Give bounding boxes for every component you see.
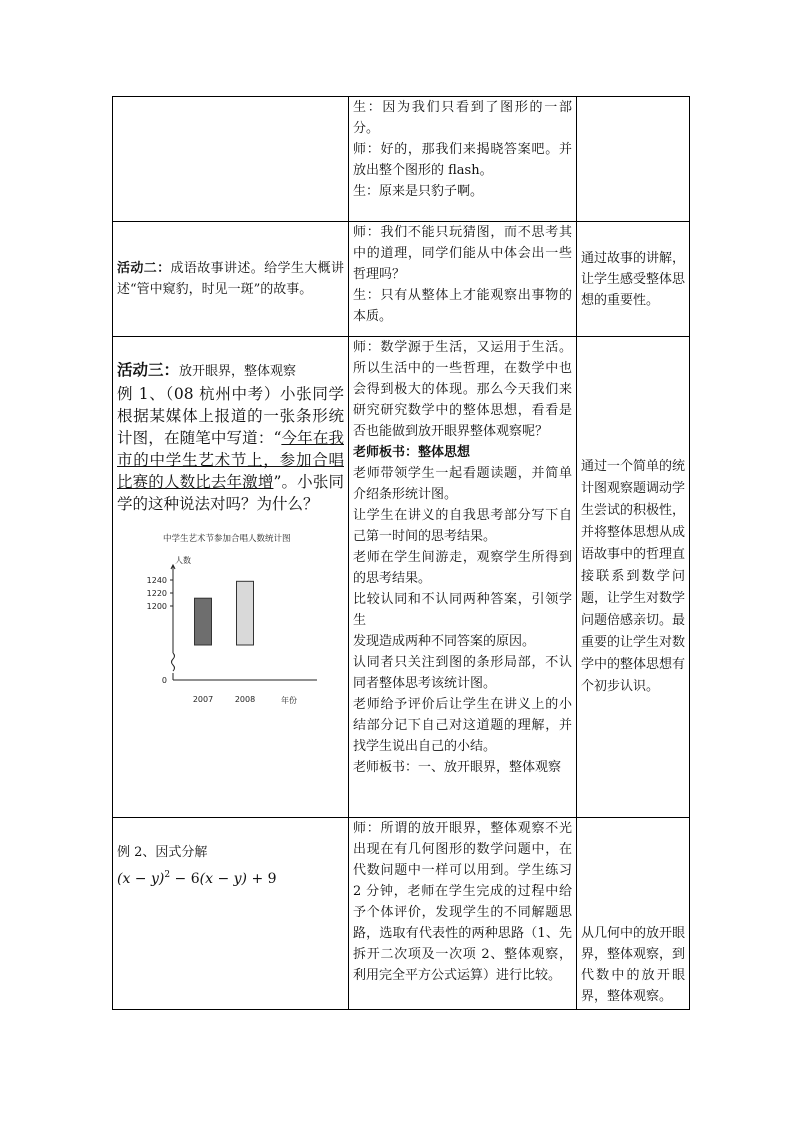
row3-intent-cell: 通过一个简单的统计图观察题调动学生尝试的积极性，并将整体思想从成语故事中的哲理直接联系到数学问题，让学生对数学问题倍感亲切。最重要的让学生对数学中的整体思想有个初步认识。	[577, 337, 690, 818]
table-row	[113, 818, 690, 1010]
activity-two-label: 活动二：	[117, 261, 171, 276]
row3-process-line: 发现造成两种不同答案的原因。	[353, 634, 536, 649]
y-tick-label: 0	[161, 676, 167, 685]
row1-activity-cell	[113, 97, 349, 222]
x-axis-label: 年份	[281, 696, 297, 705]
row1-process-line: 生：因为我们只看到了图形的一部分。	[353, 100, 572, 136]
y-axis-label: 人数	[175, 556, 191, 565]
chart-marks	[147, 565, 317, 704]
example2-formula: $(x - y)^2 - 6(x - y) + 9$	[117, 870, 277, 887]
row1-process-cell	[349, 97, 577, 222]
row2-process-cell	[349, 222, 577, 337]
axis-break-icon	[172, 653, 175, 671]
row4-process-cell: 师：所谓的放开眼界，整体观察不光出现在有几何图形的数学问题中，在代数问题中一样可以用到。学生练习 2 分钟，老师在学生完成的过程中给予个体评价，发现学生的不同解题思路，选取有代表性的两种思路（1、先拆开二次项及一次项 2、整体观察，利用完全平方公式运算）进行比较。	[349, 818, 577, 1010]
lesson-plan-table	[112, 96, 690, 1010]
row2-intent-cell: 通过故事的讲解，让学生感受整体思想的重要性。	[577, 222, 690, 337]
row3-process-intro: 师：数学源于生活，又运用于生活。所以生活中的一些哲理，在数学中也会得到极大的体现。那么今天我们来研究研究数学中的整体思想，看看是否也能做到放开眼界整体观察呢？	[353, 340, 572, 439]
bar-2007	[195, 598, 212, 645]
row3-process-cell	[349, 337, 577, 818]
table-row	[113, 97, 690, 222]
bar-2008	[237, 581, 254, 645]
chart-title: 中学生艺术节参加合唱人数统计图	[163, 534, 291, 544]
row3-process-line: 老师板书：一、放开眼界，整体观察	[353, 760, 562, 775]
row4-activity-cell	[113, 818, 349, 1010]
row1-intent-cell	[577, 97, 690, 222]
table-row	[113, 337, 690, 818]
bar-chart	[117, 525, 344, 715]
row4-intent-cell: 从几何中的放开眼界，整体观察，到代数中的放开眼界，整体观察。	[577, 818, 690, 1010]
y-tick-label: 1200	[146, 602, 167, 611]
activity-three-label: 活动三：	[117, 360, 180, 379]
activity-two-text: 成语故事讲述。给学生大概讲述“管中窥豹，时见一斑”的故事。	[117, 261, 344, 297]
example2-label: 例 2、因式分解	[117, 845, 208, 860]
row3-process-line: 比较认同和不认同两种答案，引领学生	[353, 592, 572, 628]
example1-quote: 今年在我市的中学生艺术节上，参加合唱比赛的人数比去年激增	[117, 429, 344, 491]
row3-process-line: 老师给予评价后让学生在讲义上的小结部分记下自己对这道题的理解，并找学生说出自己的小结。	[353, 697, 572, 754]
example1-question	[117, 383, 344, 515]
table-row	[113, 222, 690, 337]
row2-process-line: 师：我们不能只玩猜图，而不思考其中的道理，同学们能从中体会出一些哲理吗？	[353, 225, 572, 282]
row2-process-line: 生：只有从整体上才能观察出事物的本质。	[353, 288, 572, 324]
x-tick-label: 2007	[192, 695, 214, 704]
y-tick-label: 1220	[146, 589, 167, 598]
row2-activity-cell	[113, 222, 349, 337]
row3-process-line: 老师在学生间游走，观察学生所得到的思考结果。	[353, 550, 572, 586]
row3-activity-cell	[113, 337, 349, 818]
row3-board-title	[353, 442, 572, 463]
x-tick-label: 2008	[234, 695, 256, 704]
example1-post: ”。小张同学的这种说法对吗？为什么？	[117, 473, 344, 513]
example1-pre: 例 1、（08 杭州中考）小张同学根据某媒体上报道的一张条形统计图，在随笔中写道：“	[117, 385, 344, 447]
row3-process-line: 让学生在讲义的自我思考部分写下自己第一时间的思考结果。	[353, 508, 572, 544]
row1-process-line: 师：好的，那我们来揭晓答案吧。并放出整个图形的 flash。	[353, 142, 572, 178]
row3-process-line: 老师带领学生一起看题读题，并简单介绍条形统计图。	[353, 466, 572, 502]
board-title-text: 老师板书：整体思想	[353, 445, 471, 460]
row1-process-line: 生：原来是只豹子啊。	[353, 184, 484, 199]
y-tick-label: 1240	[146, 576, 167, 585]
bar-chart-svg	[117, 525, 344, 715]
activity-three-heading	[117, 359, 344, 383]
activity-three-text: 放开眼界，整体观察	[179, 364, 297, 379]
row3-process-line: 认同者只关注到图的条形局部，不认同者整体思考该统计图。	[353, 655, 572, 691]
